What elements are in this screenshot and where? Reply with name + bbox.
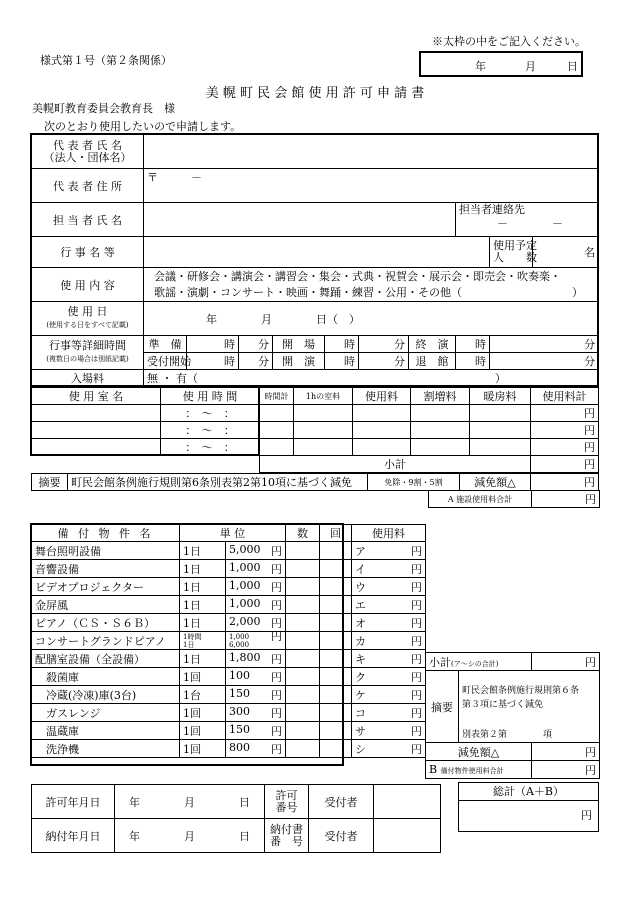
total-a-cell[interactable]: 円 [532, 491, 600, 508]
footer-table [31, 784, 441, 853]
equipment-reduction-label: 減免額△ [426, 743, 532, 761]
event-name-label: 行 事 名 等 [32, 237, 144, 268]
equipment-name: 洗浄機 [32, 740, 180, 758]
rooms-subtotal-label: 小計 [260, 456, 531, 473]
hours-total-cell[interactable] [260, 439, 294, 456]
page-title: 美 幌 町 民 会 館 使 用 許 可 申 請 書 [205, 86, 425, 101]
equipment-count[interactable] [320, 704, 352, 722]
equipment-count-header: 回 [320, 525, 352, 542]
equipment-unit: 1日 [180, 542, 226, 560]
equipment-name: 配膳室設備（全設備） [32, 650, 180, 668]
equipment-price: 1,000 6,000 円 [226, 632, 286, 650]
equipment-name: 冷蔵(冷凍)庫(3台) [32, 686, 180, 704]
grand-total-label: 総計（A＋B） [459, 783, 598, 801]
equipment-count[interactable] [320, 668, 352, 686]
fee-total-cell[interactable]: 円 [531, 439, 599, 456]
heating-cell[interactable] [470, 405, 531, 422]
leave-label: 退 館 [409, 353, 456, 370]
rooms-total-table [428, 490, 600, 508]
event-name-field[interactable] [144, 237, 490, 268]
date-year-label: 年 [475, 60, 486, 73]
permit-date-field[interactable]: 年 月 日 [115, 785, 265, 819]
usage-options[interactable] [144, 268, 599, 302]
rooms-reduction-label: 減免額△ [460, 474, 531, 491]
staff-contact-label: 担当者連絡先 [459, 203, 525, 216]
equipment-unit: 1日 [180, 578, 226, 596]
rooms-summary-text: 町民会館条例施行規則第6条別表第2第10項に基づく減免 [68, 474, 368, 491]
equipment-price: 1,800 円 [226, 650, 286, 668]
equipment-summary-table [425, 652, 600, 779]
equipment-fee[interactable]: キ 円 [352, 650, 426, 668]
end-minute[interactable]: 分 [490, 336, 599, 353]
equipment-fee[interactable]: シ 円 [352, 740, 426, 758]
equipment-summary-text: 町民会館条例施行規則第６条 第３項に基づく減免 [459, 671, 600, 725]
rep-address-label: 代 表 者 住 所 [32, 169, 144, 203]
fee-total-cell[interactable]: 円 [531, 422, 599, 439]
equipment-price: 300 円 [226, 704, 286, 722]
equipment-name: ピアノ（ＣＳ・Ｓ６Ｂ） [32, 614, 180, 632]
equipment-fee[interactable]: ウ 円 [352, 578, 426, 596]
room-time-cell[interactable]: ： ～ ： [161, 422, 260, 439]
table-row [32, 704, 426, 722]
use-date-label: 使 用 日 (使用する日をすべて記載) [32, 302, 144, 336]
equipment-unit: 1回 [180, 704, 226, 722]
intro-text: 次のとおり使用したいので申請します。 [44, 120, 242, 133]
hours-total-header: 時間計 [260, 388, 294, 405]
addressee: 美幌町教育委員会教育長 様 [32, 102, 175, 115]
equipment-name: 音響設備 [32, 560, 180, 578]
table-row [32, 614, 426, 632]
table-row [32, 422, 599, 439]
equipment-price: 150 円 [226, 686, 286, 704]
table-row [32, 686, 426, 704]
fee-cell[interactable] [353, 422, 411, 439]
equipment-qty[interactable] [286, 686, 320, 704]
rooms-summary-table [31, 473, 599, 491]
rooms-subtotal-cell[interactable]: 円 [531, 456, 599, 473]
table-row [32, 632, 426, 650]
expected-people-label: 使用予定 人 数 [490, 237, 533, 268]
payment-date-field[interactable]: 年 月 日 [115, 819, 265, 853]
fee-cell[interactable] [353, 439, 411, 456]
room-name-cell[interactable] [32, 439, 161, 456]
fee-cell[interactable] [353, 405, 411, 422]
equipment-qty[interactable] [286, 542, 320, 560]
table-row [32, 740, 426, 758]
postal-mark: 〒 － [147, 171, 202, 184]
equipment-unit: 1回 [180, 740, 226, 758]
usage-line-2: 歌謡・演劇・コンサート・映画・舞踊・練習・公用・その他（ ） [154, 285, 583, 299]
payment-number-label: 納付書 番 号 [265, 819, 309, 853]
table-row [32, 668, 426, 686]
equipment-unit: 1時間 1日 [180, 632, 226, 650]
equipment-name: ビデオプロジェクター [32, 578, 180, 596]
applicant-table [31, 134, 599, 387]
start-minute[interactable]: 分 [359, 353, 409, 370]
date-day-label: 日 [567, 60, 578, 73]
equipment-fee[interactable]: ク 円 [352, 668, 426, 686]
equipment-count[interactable] [320, 542, 352, 560]
equipment-fee[interactable]: カ 円 [352, 632, 426, 650]
equipment-table [31, 524, 426, 758]
equipment-unit: 1回 [180, 668, 226, 686]
surcharge-cell[interactable] [411, 405, 470, 422]
equipment-name: コンサートグランドピアノ [32, 632, 180, 650]
equipment-unit: 1日 [180, 650, 226, 668]
payment-date-label: 納付年月日 [32, 819, 115, 853]
reception-hour[interactable]: 時 [187, 353, 239, 370]
permit-date-label: 許可年月日 [32, 785, 115, 819]
equipment-price: 2,000 円 [226, 614, 286, 632]
staff-contact-field[interactable] [456, 203, 599, 237]
hourly-rate-cell[interactable] [294, 439, 353, 456]
equipment-qty[interactable] [286, 650, 320, 668]
permit-receiver-field[interactable] [374, 785, 441, 819]
admission-value: 無 ・ 有（ ） [147, 372, 506, 385]
equipment-qty[interactable] [286, 560, 320, 578]
table-row [32, 596, 426, 614]
equipment-qty[interactable] [286, 578, 320, 596]
equipment-count[interactable] [320, 614, 352, 632]
rooms-table [31, 387, 599, 473]
room-name-header: 使 用 室 名 [32, 388, 161, 405]
equipment-unit: 1日 [180, 614, 226, 632]
equipment-fee[interactable]: ケ 円 [352, 686, 426, 704]
hours-total-cell[interactable] [260, 422, 294, 439]
equipment-fee[interactable]: オ 円 [352, 614, 426, 632]
equipment-name: 温蔵庫 [32, 722, 180, 740]
rooms-reduction-cell[interactable]: 円 [531, 474, 599, 491]
equipment-fee[interactable]: ア 円 [352, 542, 426, 560]
room-name-cell[interactable] [32, 405, 161, 422]
equipment-count[interactable] [320, 578, 352, 596]
rep-name-label: 代 表 者 氏 名 （法人・団体名） [32, 135, 144, 169]
equipment-price: 100 円 [226, 668, 286, 686]
expected-people-field[interactable] [533, 237, 599, 268]
equipment-unit: 1日 [180, 560, 226, 578]
equipment-price: 5,000 円 [226, 542, 286, 560]
payment-receiver-field[interactable] [374, 819, 441, 853]
hours-total-cell[interactable] [260, 405, 294, 422]
prep-hour[interactable]: 時 [187, 336, 239, 353]
hourly-rate-cell[interactable] [294, 405, 353, 422]
usage-label: 使 用 内 容 [32, 268, 144, 302]
equipment-price: 1,000 円 [226, 578, 286, 596]
heating-cell[interactable] [470, 422, 531, 439]
equipment-name: ガスレンジ [32, 704, 180, 722]
equipment-name: 殺菌庫 [32, 668, 180, 686]
equipment-summary-clause[interactable]: 別表第２第 項 [459, 725, 600, 743]
total-b-cell[interactable]: 円 [532, 761, 600, 779]
table-row [32, 650, 426, 668]
grand-total-yen: 円 [581, 809, 592, 822]
opening-hour[interactable]: 時 [325, 336, 359, 353]
start-hour[interactable]: 時 [325, 353, 359, 370]
table-row [32, 578, 426, 596]
prep-label: 準 備 [144, 336, 187, 353]
equipment-fee-header: 使用料 [352, 525, 426, 542]
equipment-unit: 1台 [180, 686, 226, 704]
equipment-unit: 1回 [180, 722, 226, 740]
equipment-count[interactable] [320, 650, 352, 668]
opening-minute[interactable]: 分 [359, 336, 409, 353]
hourly-rate-cell[interactable] [294, 422, 353, 439]
equipment-count[interactable] [320, 596, 352, 614]
equipment-qty[interactable] [286, 614, 320, 632]
equipment-count[interactable] [320, 722, 352, 740]
rep-address-field[interactable] [144, 169, 599, 203]
equipment-name: 金屏風 [32, 596, 180, 614]
equipment-price: 1,000 円 [226, 560, 286, 578]
equipment-fee[interactable]: イ 円 [352, 560, 426, 578]
room-name-cell[interactable] [32, 422, 161, 439]
room-time-cell[interactable]: ： ～ ： [161, 405, 260, 422]
equipment-qty[interactable] [286, 704, 320, 722]
equipment-count[interactable] [320, 686, 352, 704]
equipment-price: 1,000 円 [226, 596, 286, 614]
staff-name-field[interactable] [144, 203, 456, 237]
form-number: 様式第１号（第２条関係） [40, 54, 172, 67]
surcharge-cell[interactable] [411, 422, 470, 439]
end-label: 終 演 [409, 336, 456, 353]
opening-label: 開 場 [273, 336, 325, 353]
rooms-summary-label: 摘要 [32, 474, 68, 491]
table-row [32, 560, 426, 578]
equipment-subtotal-label: 小計(ア～シの合計) [426, 653, 532, 671]
equipment-qty[interactable] [286, 668, 320, 686]
fill-note: ※太枠の中をご記入ください。 [432, 35, 586, 48]
fee-header: 使用料 [353, 388, 411, 405]
permit-receiver-label: 受付者 [309, 785, 374, 819]
room-time-header: 使 用 時 間 [161, 388, 260, 405]
staff-name-label: 担 当 者 氏 名 [32, 203, 144, 237]
reception-minute[interactable]: 分 [239, 353, 273, 370]
schedule-label: 行事等詳細時間 (複数日の場合は別紙記載) [32, 336, 144, 370]
usage-line-1: 会議・研修会・講演会・講習会・集会・式典・祝賀会・展示会・即売会・吹奏楽・ [154, 269, 561, 283]
table-row [32, 722, 426, 740]
table-row [32, 439, 599, 456]
total-b-label: B 備付物件使用料合計 [426, 761, 532, 779]
equipment-qty[interactable] [286, 596, 320, 614]
hourly-rate-header: 1hの室料 [294, 388, 353, 405]
heating-header: 暖房料 [470, 388, 531, 405]
leave-hour[interactable]: 時 [456, 353, 490, 370]
surcharge-header: 割増料 [411, 388, 470, 405]
equipment-qty-header: 数 [286, 525, 320, 542]
reception-label: 受付開始 [144, 353, 187, 370]
people-unit: 名 [584, 246, 596, 259]
table-row [32, 405, 599, 422]
fee-total-header: 使用料計 [531, 388, 599, 405]
staff-contact-dash: － － [497, 217, 563, 230]
payment-receiver-label: 受付者 [309, 819, 374, 853]
equipment-name: 舞台照明設備 [32, 542, 180, 560]
equipment-subtotal-cell[interactable]: 円 [532, 653, 600, 671]
date-box[interactable] [419, 51, 583, 77]
date-month-label: 月 [525, 60, 536, 73]
leave-minute[interactable]: 分 [490, 353, 599, 370]
equipment-count[interactable] [320, 560, 352, 578]
equipment-qty[interactable] [286, 722, 320, 740]
equipment-summary-label: 摘要 [426, 671, 459, 743]
equipment-qty[interactable] [286, 632, 320, 650]
use-date-field[interactable] [144, 302, 599, 336]
equipment-count[interactable] [320, 740, 352, 758]
end-hour[interactable]: 時 [456, 336, 490, 353]
heating-cell[interactable] [470, 439, 531, 456]
total-a-label: A 施設使用料合計 [429, 491, 532, 508]
equipment-fee[interactable]: サ 円 [352, 722, 426, 740]
equipment-unit-header: 単 位 [180, 525, 286, 542]
prep-minute[interactable]: 分 [239, 336, 273, 353]
permit-number-label: 許可 番号 [265, 785, 309, 819]
admission-field[interactable] [144, 370, 599, 387]
equipment-fee[interactable]: エ 円 [352, 596, 426, 614]
start-label: 開 演 [273, 353, 325, 370]
equipment-price: 800 円 [226, 740, 286, 758]
surcharge-cell[interactable] [411, 439, 470, 456]
rep-name-field[interactable] [144, 135, 599, 169]
grand-total-box[interactable] [458, 782, 599, 832]
equipment-reduction-cell[interactable]: 円 [532, 743, 600, 761]
equipment-count[interactable] [320, 632, 352, 650]
use-date-value: 年 月 日（ ） [206, 312, 360, 326]
admission-label: 入場料 [32, 370, 144, 387]
equipment-unit: 1日 [180, 596, 226, 614]
equipment-qty[interactable] [286, 740, 320, 758]
table-row [32, 542, 426, 560]
rooms-summary-rates[interactable]: 免除・9割・5割 [368, 474, 460, 491]
equipment-name-header: 備 付 物 件 名 [32, 525, 180, 542]
equipment-price: 150 円 [226, 722, 286, 740]
room-time-cell[interactable]: ： ～ ： [161, 439, 260, 456]
equipment-fee[interactable]: コ 円 [352, 704, 426, 722]
fee-total-cell[interactable]: 円 [531, 405, 599, 422]
